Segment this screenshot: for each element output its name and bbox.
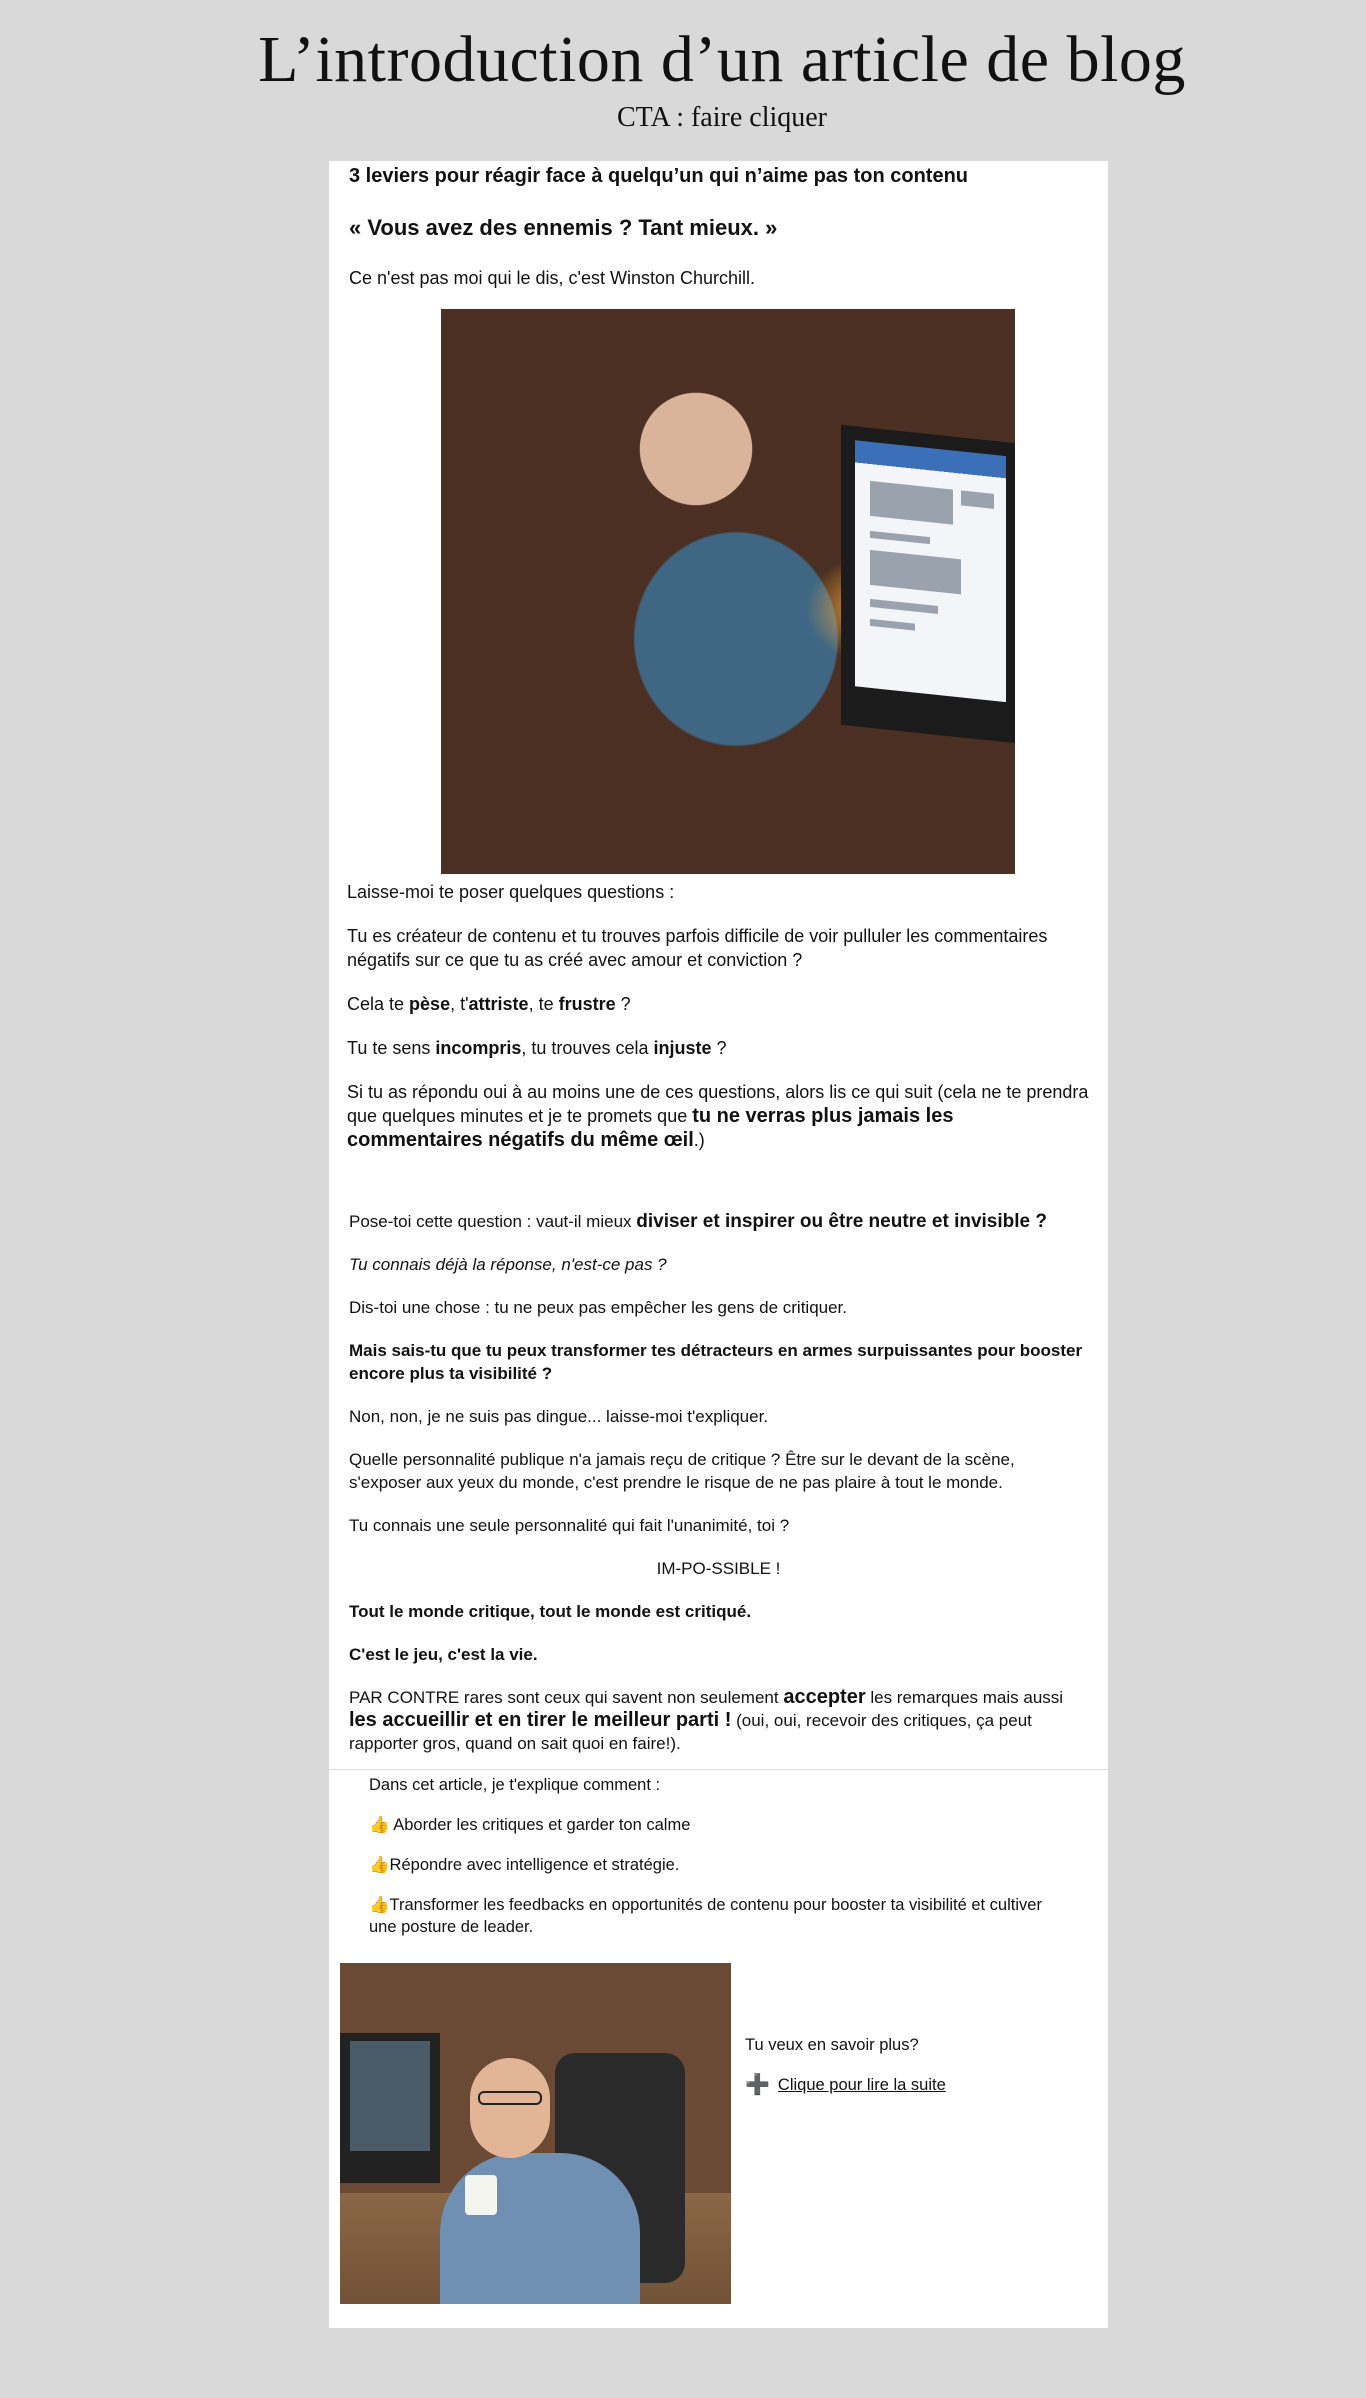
body-p8: IM-PO-SSIBLE !: [656, 1559, 781, 1578]
cta-block: [745, 2034, 946, 2096]
summary-lead: Dans cet article, je t'explique comment :: [369, 1776, 661, 1794]
question-1: Tu es créateur de contenu et tu trouves parfois difficile de voir pulluler les commentaires négatifs sur ce que tu as créé avec amour et conviction ?: [347, 926, 1048, 970]
intro-section: [329, 161, 1108, 289]
body-p4: Mais sais-tu que tu peux transformer tes détracteurs en armes surpuissantes pour booster encore plus ta visibilité ?: [349, 1341, 1083, 1383]
summary-section: [329, 1774, 1108, 1956]
body-p7: Tu connais une seule personnalité qui fait l'unanimité, toi ?: [349, 1516, 790, 1535]
thumbs-up-icon: 👍: [369, 1856, 390, 1874]
plus-icon: ➕: [745, 2074, 770, 2096]
body-p9: Tout le monde critique, tout le monde est critiqué.: [349, 1602, 752, 1621]
summary-item: 👍 Aborder les critiques et garder ton calme: [369, 1816, 691, 1834]
body-p2: Tu connais déjà la réponse, n'est-ce pas ?: [349, 1255, 667, 1274]
body-p10: C'est le jeu, c'est la vie.: [349, 1645, 538, 1664]
cta-question: Tu veux en savoir plus?: [745, 2036, 919, 2054]
body-p3: Dis-toi une chose : tu ne peux pas empêcher les gens de critiquer.: [349, 1298, 848, 1317]
body-p1: Pose-toi cette question : vaut-il mieux diviser et inspirer ou être neutre et invisible ?: [349, 1211, 1047, 1232]
body-p11: PAR CONTRE rares sont ceux qui savent non seulement accepter les remarques mais aussi les accueillir et en tirer le meilleur parti ! (oui, oui, recevoir des critiques, ça peut rapporter gros, quand on sait quoi en faire!).: [349, 1686, 1064, 1753]
questions-section: [329, 880, 1108, 1172]
summary-item: 👍Transformer les feedbacks en opportunités de contenu pour booster ta visibilité et cultiver une posture de leader.: [369, 1896, 1042, 1936]
page-subtitle: CTA : faire cliquer: [616, 102, 827, 133]
article-card: [329, 161, 1108, 2328]
photo-man-with-coffee: [340, 1963, 731, 2304]
summary-item: 👍Répondre avec intelligence et stratégie.: [369, 1856, 680, 1874]
read-more-label[interactable]: Clique pour lire la suite: [777, 2076, 946, 2094]
question-2: Cela te pèse, t'attriste, te frustre ?: [347, 994, 631, 1014]
monitor-illustration: [841, 425, 1015, 743]
thumbs-up-icon: 👍: [369, 1816, 390, 1834]
article-quote: « Vous avez des ennemis ? Tant mieux. »: [349, 215, 778, 240]
body-p5: Non, non, je ne suis pas dingue... laisse-moi t'expliquer.: [349, 1407, 769, 1426]
body-section: [329, 1210, 1108, 1775]
question-intro: Laisse-moi te poser quelques questions :: [347, 882, 675, 902]
question-4: Si tu as répondu oui à au moins une de ces questions, alors lis ce qui suit (cela ne te prendra que quelques minutes et je te promets que tu ne verras plus jamais les commentaires négatifs du même œil.): [347, 1082, 1089, 1151]
article-heading: 3 leviers pour réagir face à quelqu’un qui n’aime pas ton contenu: [349, 165, 969, 187]
quote-attribution: Ce n'est pas moi qui le dis, c'est Winston Churchill.: [349, 268, 756, 288]
body-p6: Quelle personnalité publique n'a jamais reçu de critique ? Être sur le devant de la scène, s'exposer aux yeux du monde, c'est prendre le risque de ne pas plaire à tout le monde.: [349, 1450, 1015, 1492]
read-more-link[interactable]: [745, 2074, 946, 2096]
page-title: L’introduction d’un article de blog: [258, 23, 1186, 96]
hero-image-woman-at-computer: [441, 309, 1015, 874]
section-divider: [329, 1769, 1108, 1770]
question-3: Tu te sens incompris, tu trouves cela injuste ?: [347, 1038, 727, 1058]
thumbs-up-icon: 👍: [369, 1896, 390, 1914]
